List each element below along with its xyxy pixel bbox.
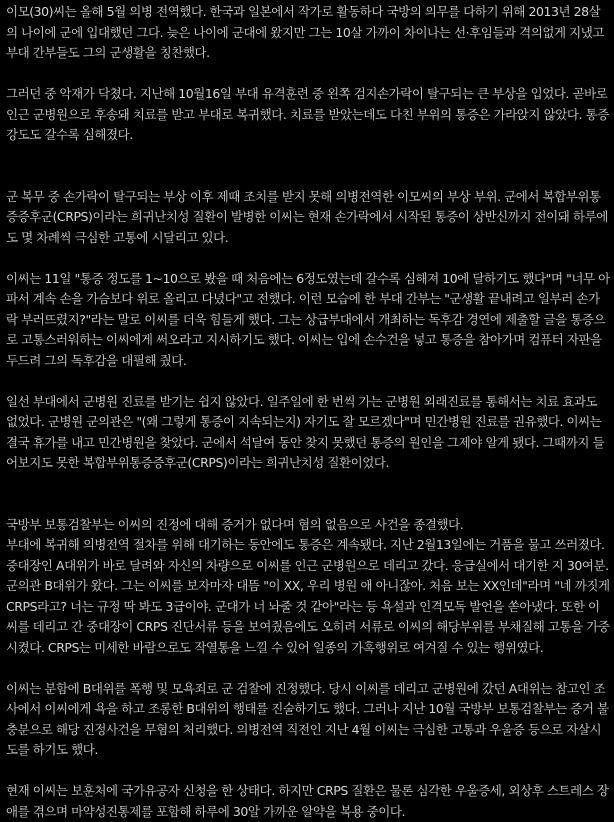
article-paragraph: 일선 부대에서 군병원 진료를 받기는 쉽지 않았다. 일주일에 한 번씩 가는 군병원 외래진료를 통해서는 치료 효과도 없었다. 군병원 군의관은 "(왜 그렇게 통증이 지속되는지) 자기도 잘 모르겠다"며 민간병원 진료를 권유했다. 이씨는 결국 휴가를 내고 민간병원을 찾았다. 군에서 석달여 동안 찾지 못했던 통증의 원인을 그제야 알게 됐다. 그때까지 들어보지도 못한 복합부위통증증후군(CRPS)이라는 희귀난치성 질환이었다. — [6, 393, 605, 470]
article-paragraph: 이씨는 분함에 B대위를 폭행 및 모욕죄로 군 검찰에 진정했다. 당시 이씨를 데리고 군병원에 갔던 A대위는 참고인 조사에서 이씨에게 욕을 하고 조롱한 B대위의 행태를 진술하기도 했다. 그러나 지난 10월 국방부 보통검찰부는 증거 불충분으로 해당 진정사건을 무혐의 처리했다. 의병전역 직전인 지난 4월 이씨는 극심한 고통과 우울증 등으로 자살시도를 하기도 했다. — [6, 680, 609, 757]
article-body — [6, 2, 610, 822]
paragraph-spacer — [6, 248, 610, 269]
article-paragraph: 현재 이씨는 보훈처에 국가유공자 신청을 한 상태다. 하지만 CRPS 질환은 물론 심각한 우울증세, 외상후 스트레스 장애를 겪으며 마약성진통제를 포함해 하루에 30알 가까운 알약을 복용 중이다. — [6, 783, 609, 819]
paragraph-spacer — [6, 658, 610, 679]
paragraph-spacer — [6, 371, 610, 392]
article-paragraph: 이모(30)씨는 올해 5월 의병 전역했다. 한국과 일본에서 작가로 활동하다 국방의 의무를 다하기 위해 2013년 28살의 나이에 군에 입대했던 그다. 늦은 나이에 군대에 왔지만 그는 10살 가까이 차이나는 선·후임들과 격의없게 지냈고 부대 간부들도 그의 군생활을 칭찬했다. — [6, 4, 605, 60]
article-paragraph: 그러던 중 악재가 닥쳤다. 지난해 10월16일 부대 유격훈련 중 왼쪽 검지손가락이 탈구되는 큰 부상을 입었다. 곧바로 인근 군병원으로 후송돼 치료를 받고 부대로 복귀했다. 치료를 받았는데도 다친 부위의 통증은 가라앉지 않았다. 통증 강도도 갈수록 심해졌다. — [6, 86, 609, 142]
article-paragraph: 이씨는 11일 "통증 정도를 1~10으로 봤을 때 처음에는 6정도였는데 갈수록 심해져 10에 달하기도 했다"며 "너무 아파서 계속 손을 가슴보다 위로 올리고 다녔다"고 전했다. 이런 모습에 한 부대 간부는 "군생활 끝내려고 일부러 손가락 부러뜨렸지?"라는 말로 이씨를 더욱 힘들게 했다. 그는 상급부대에서 개최하는 독후감 경연에 제출할 글을 통증으로 고통스러워하는 이씨에게 써오라고 지시하기도 했다. 이씨는 입에 손수건을 넣고 통증을 참아가며 컴퓨터 자판을 두드려 그의 독후감을 대필해 줬다. — [6, 270, 610, 368]
paragraph-spacer — [6, 761, 610, 782]
photo-caption: 군 복무 중 손가락이 탈구되는 부상 이후 제때 조치를 받지 못해 의병전역한 이모씨의 부상 부위. 군에서 복합부위통증증후군(CRPS)이라는 희귀난치성 질환이 발병한 이씨는 현재 손가락에서 시작된 통증이 상반신까지 전이돼 하루에도 몇 차례씩 극심한 고통에 시달리고 있다. — [6, 188, 608, 245]
photo-caption: 국방부 보통검찰부는 이씨의 진정에 대해 증거가 없다며 혐의 없음으로 사건을 종결했다. — [6, 516, 464, 532]
paragraph-spacer — [6, 64, 610, 85]
paragraph-spacer — [6, 146, 610, 187]
article-paragraph: 부대에 복귀해 의병전역 절차를 위해 대기하는 동안에도 통증은 계속됐다. 지난 2월13일에는 거품을 물고 쓰러졌다. 중대장인 A대위가 바로 달려와 자신의 차량으로 이씨를 인근 군병원으로 데리고 갔다. 응급실에서 대기한 지 30여분. 군의관 B대위가 왔다. 그는 이씨를 보자마자 대뜸 "이 XX, 우리 병원 애 아니잖아. 처음 보는 XX인데"라며 "네 까짓게 CRPS라고? 너는 규정 딱 봐도 3급이야. 군대가 너 놔줄 것 같아"라는 등 욕설과 인격모독 발언을 쏟아냈다. 또한 이씨를 데리고 간 중대장이 CRPS 진단서류 등을 보여줬음에도 오히려 서류로 이씨의 해당부위를 부채질해 고통을 가중시켰다. CRPS는 미세한 바람으로도 작열통을 느낄 수 있어 일종의 가혹행위로 여겨질 수 있는 행위였다. — [6, 537, 610, 655]
paragraph-spacer — [6, 474, 610, 515]
